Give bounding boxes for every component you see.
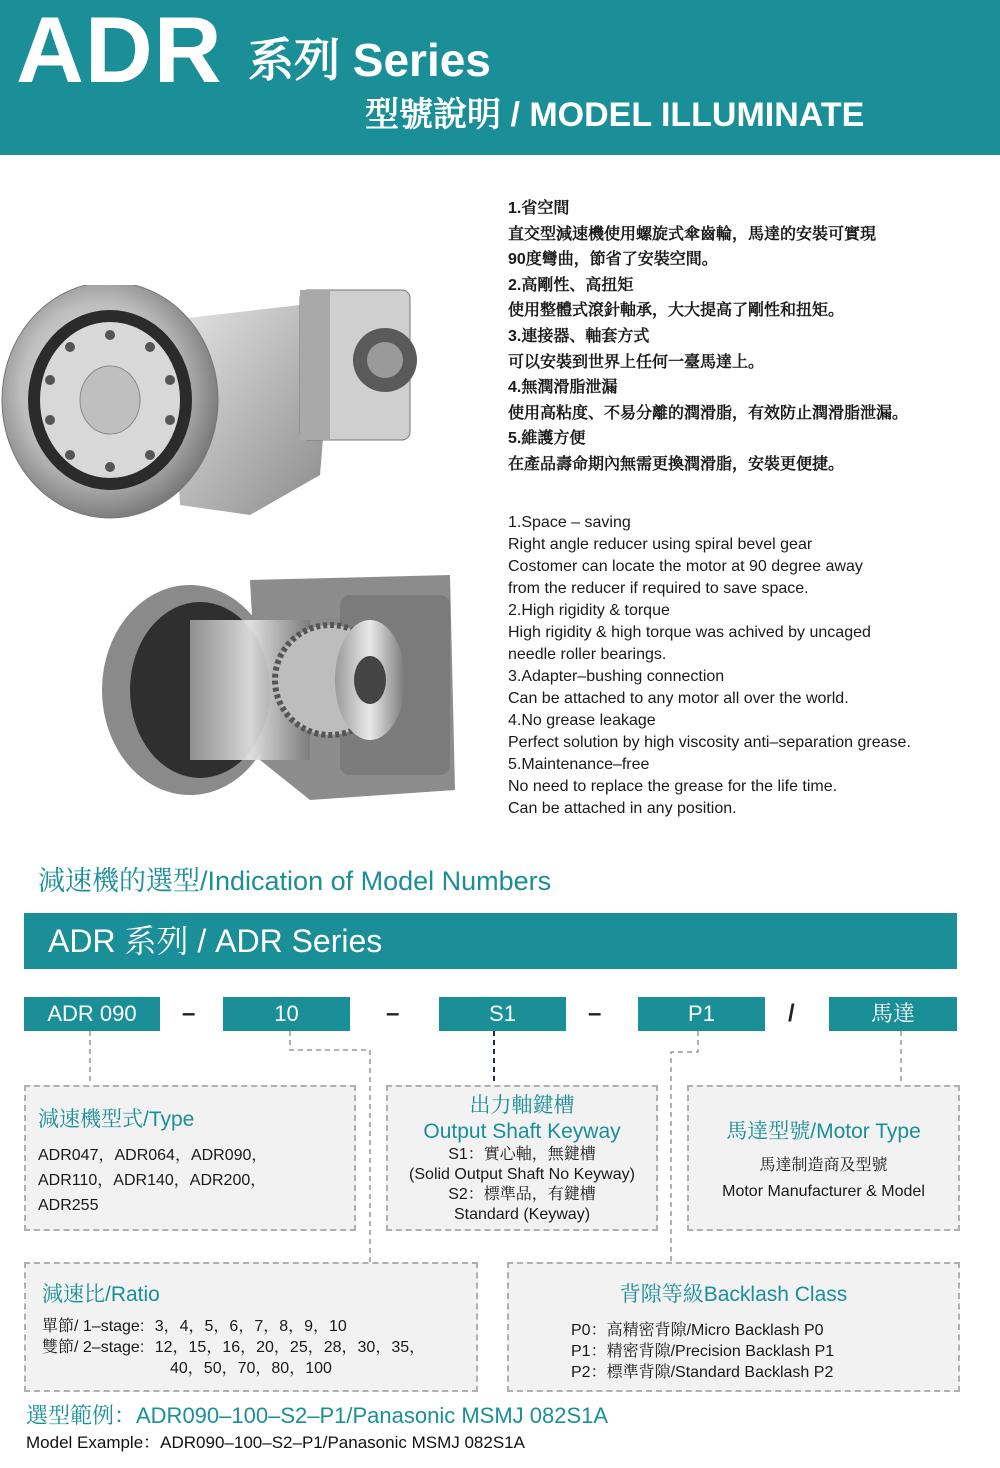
- ratio-label: 單節/ 1–stage:: [42, 1318, 145, 1335]
- feature-line: Can be attached to any motor all over the world.: [508, 690, 849, 707]
- code-separator: /: [788, 1000, 795, 1027]
- model-example-en: Model Example：ADR090–100–S2–P1/Panasonic MSMJ 082S1A: [26, 1433, 525, 1452]
- series-title: 系列 Series: [248, 34, 491, 86]
- feature-line: Right angle reducer using spiral bevel gear: [508, 536, 813, 553]
- feature-line: 4.無潤滑脂泄漏: [508, 379, 618, 397]
- type-line: ADR110，ADR140，ADR200，: [38, 1172, 267, 1189]
- feature-line: 在產品壽命期內無需更換潤滑脂，安裝更便捷。: [508, 455, 845, 473]
- model-example-zh: 選型範例：ADR090–100–S2–P1/Panasonic MSMJ 082S1A: [26, 1403, 609, 1428]
- feature-line: 2.High rigidity & torque: [508, 602, 670, 619]
- feature-line: Can be attached in any position.: [508, 800, 737, 817]
- keyway-title-zh: 出力軸鍵槽: [469, 1094, 575, 1117]
- motor-title: 馬達型號/Motor Type: [726, 1120, 921, 1143]
- type-title: 減速機型式/Type: [38, 1108, 195, 1131]
- type-line: ADR255: [38, 1197, 99, 1214]
- ratio-values: 3，4，5，6，7，8，9，10: [154, 1318, 347, 1335]
- feature-line: High rigidity & high torque was achived by uncaged: [508, 624, 871, 641]
- keyway-title-en: Output Shaft Keyway: [423, 1120, 621, 1143]
- feature-line: 5.維護方便: [508, 430, 586, 448]
- motor-line: 馬達制造商及型號: [759, 1157, 888, 1174]
- backlash-box: [507, 1262, 960, 1392]
- keyway-line: Standard (Keyway): [453, 1206, 591, 1223]
- ratio-label: 雙節/ 2–stage:: [42, 1339, 145, 1356]
- feature-line: 3.Adapter–bushing connection: [508, 668, 725, 685]
- motor-line: Motor Manufacturer & Model: [722, 1183, 925, 1200]
- backlash-line: P2：標準背隙/Standard Backlash P2: [571, 1364, 834, 1381]
- code-separator: –: [588, 1000, 602, 1027]
- feature-line: from the reducer if required to save space.: [508, 580, 809, 597]
- motor-box: [687, 1085, 960, 1231]
- keyway-line: (Solid Output Shaft No Keyway): [409, 1166, 635, 1183]
- keyway-line: S2：標準品，有鍵槽: [448, 1186, 596, 1203]
- ratio-values: 40，50，70，80，100: [170, 1360, 332, 1377]
- ratio-values: 12，15，16，20，25，28，30，35，: [154, 1339, 426, 1356]
- feature-line: 4.No grease leakage: [508, 712, 656, 729]
- type-line: ADR047，ADR064，ADR090，: [38, 1147, 268, 1164]
- page-subtitle: 型號說明 / MODEL ILLUMINATE: [365, 96, 865, 134]
- code-part-ratio: 10: [223, 997, 350, 1031]
- brand-title: ADR: [16, 0, 223, 102]
- feature-line: 90度彎曲，節省了安裝空間。: [508, 251, 718, 269]
- ratio-box: [24, 1262, 478, 1392]
- ratio-title: 減速比/Ratio: [42, 1283, 160, 1306]
- feature-line: 1.Space – saving: [508, 514, 631, 531]
- series-bar-label: ADR 系列 / ADR Series: [48, 923, 383, 959]
- feature-line: No need to replace the grease for the life time.: [508, 778, 838, 795]
- code-part-shaft: S1: [439, 997, 566, 1031]
- feature-line: 5.Maintenance–free: [508, 756, 650, 773]
- code-separator: –: [386, 1000, 400, 1027]
- feature-line: Costomer can locate the motor at 90 degree away: [508, 558, 863, 575]
- indication-title: 減速機的選型/Indication of Model Numbers: [38, 866, 552, 896]
- type-box: [24, 1085, 356, 1231]
- feature-line: 2.高剛性、高扭矩: [508, 276, 634, 294]
- feature-line: 使用高粘度、不易分離的潤滑脂，有效防止潤滑脂泄漏。: [508, 404, 909, 422]
- code-part-backlash: P1: [638, 997, 765, 1031]
- backlash-line: P0：高精密背隙/Micro Backlash P0: [571, 1322, 824, 1339]
- backlash-title: 背隙等級Backlash Class: [619, 1283, 848, 1306]
- keyway-line: S1：實心軸，無鍵槽: [448, 1146, 596, 1163]
- feature-line: 直交型減速機使用螺旋式傘齒輪，馬達的安裝可實現: [508, 225, 877, 243]
- feature-line: 使用整體式滾針軸承，大大提高了剛性和扭矩。: [508, 302, 845, 320]
- code-part-model: ADR 090: [24, 997, 160, 1031]
- keyway-box: [386, 1085, 658, 1231]
- feature-line: needle roller bearings.: [508, 646, 667, 663]
- backlash-line: P1：精密背隙/Precision Backlash P1: [571, 1343, 835, 1360]
- feature-line: 3.連接器、軸套方式: [508, 327, 650, 345]
- feature-line: 可以安裝到世界上任何一臺馬達上。: [508, 353, 765, 371]
- feature-line: 1.省空間: [508, 200, 570, 217]
- code-part-motor: 馬達: [829, 997, 957, 1031]
- code-separator: –: [182, 1000, 196, 1027]
- feature-line: Perfect solution by high viscosity anti–separation grease.: [508, 734, 911, 751]
